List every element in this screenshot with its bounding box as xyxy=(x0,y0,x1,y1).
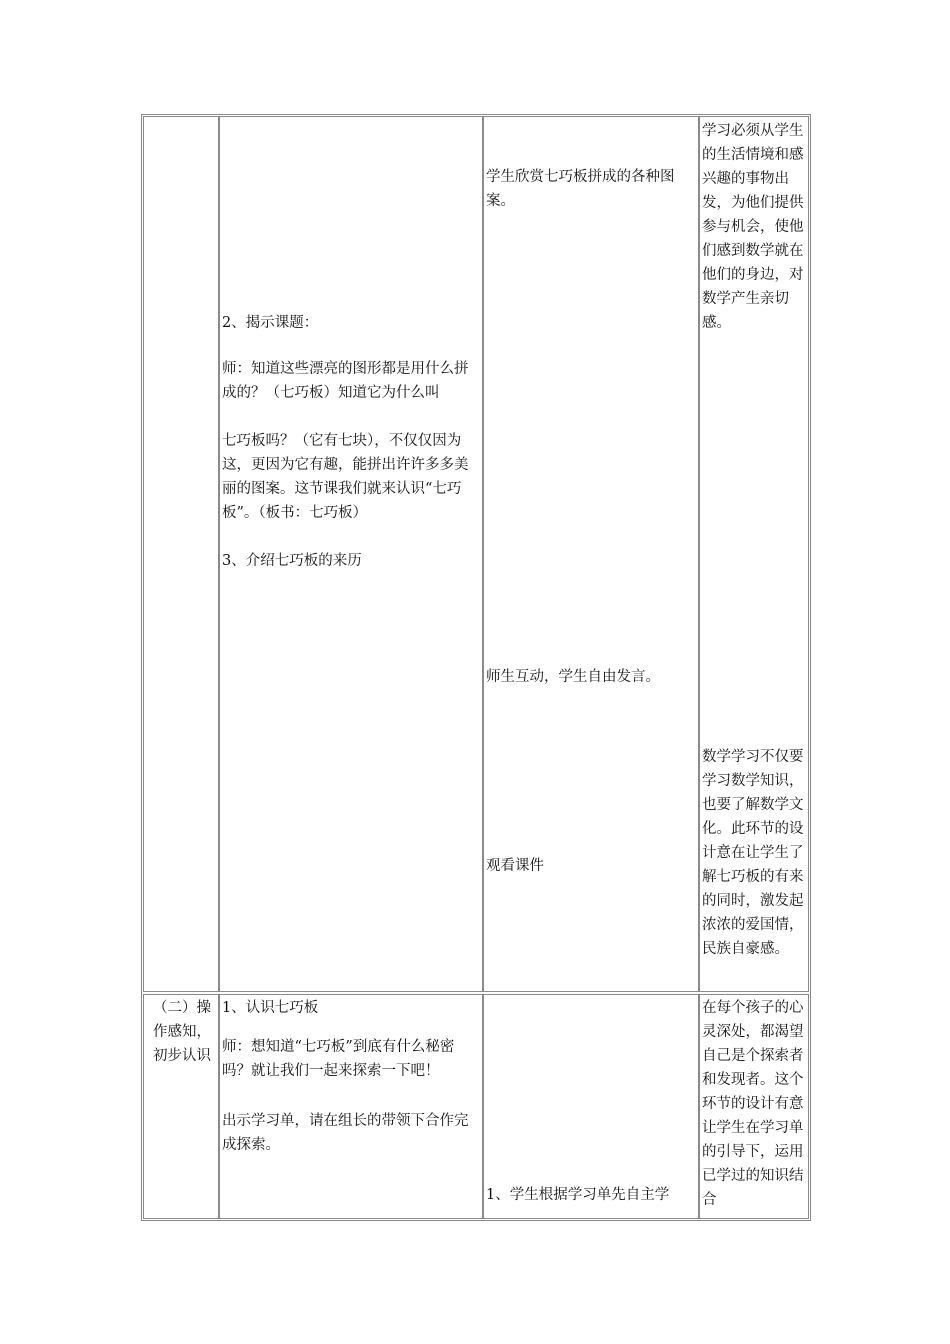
teacher-paragraph: 师：想知道“七巧板”到底有什么秘密吗？就让我们一起来探索一下吧！ xyxy=(222,1039,455,1079)
student-paragraph: 师生互动，学生自由发言。 xyxy=(486,669,660,685)
intent-paragraph: 数学学习不仅要学习数学知识，也要了解数学文化。此环节的设计意在让学生了解七巧板的有来的同时，激发起浓浓的爱国情，民族自豪感。 xyxy=(702,749,804,957)
teacher-paragraph: 1、认识七巧板 xyxy=(222,1000,319,1016)
teacher-paragraph: 出示学习单，请在组长的带领下合作完成探索。 xyxy=(222,1113,469,1153)
student-paragraph: 观看课件 xyxy=(486,858,544,874)
row1-teacher-cell xyxy=(219,116,483,992)
row1-student-cell xyxy=(483,116,699,992)
intent-paragraph: 在每个孩子的心灵深处，都渴望自己是个探索者和发现者。这个环节的设计有意让学生在学习单的引导下，运用已学过的知识结合 xyxy=(702,1000,804,1208)
row1-stage-cell xyxy=(143,116,219,992)
row1-intent-cell xyxy=(699,116,809,992)
stage-label: （二）操作感知，初步认识 xyxy=(153,1000,211,1064)
teacher-paragraph: 2、揭示课题： xyxy=(222,315,319,331)
teacher-paragraph: 3、介绍七巧板的来历 xyxy=(222,553,362,569)
intent-paragraph: 学习必须从学生的生活情境和感兴趣的事物出发，为他们提供参与机会，使他们感到数学就在他们的身边，对数学产生亲切感。 xyxy=(702,123,804,331)
row2-intent-cell xyxy=(699,994,809,1219)
row2-stage-cell xyxy=(143,994,219,1219)
teacher-paragraph: 七巧板吗？（它有七块），不仅仅因为这，更因为它有趣，能拼出许许多多美丽的图案。这节课我们就来认识“七巧板”。（板书：七巧板） xyxy=(222,433,469,521)
row2-teacher-cell xyxy=(219,994,483,1219)
teacher-paragraph: 师：知道这些漂亮的图形都是用什么拼成的？（七巧板）知道它为什么叫 xyxy=(222,361,469,401)
student-paragraph: 1、学生根据学习单先自主学 xyxy=(486,1187,670,1203)
row2-student-cell xyxy=(483,994,699,1219)
student-paragraph: 学生欣赏七巧板拼成的各种图案。 xyxy=(486,169,675,209)
